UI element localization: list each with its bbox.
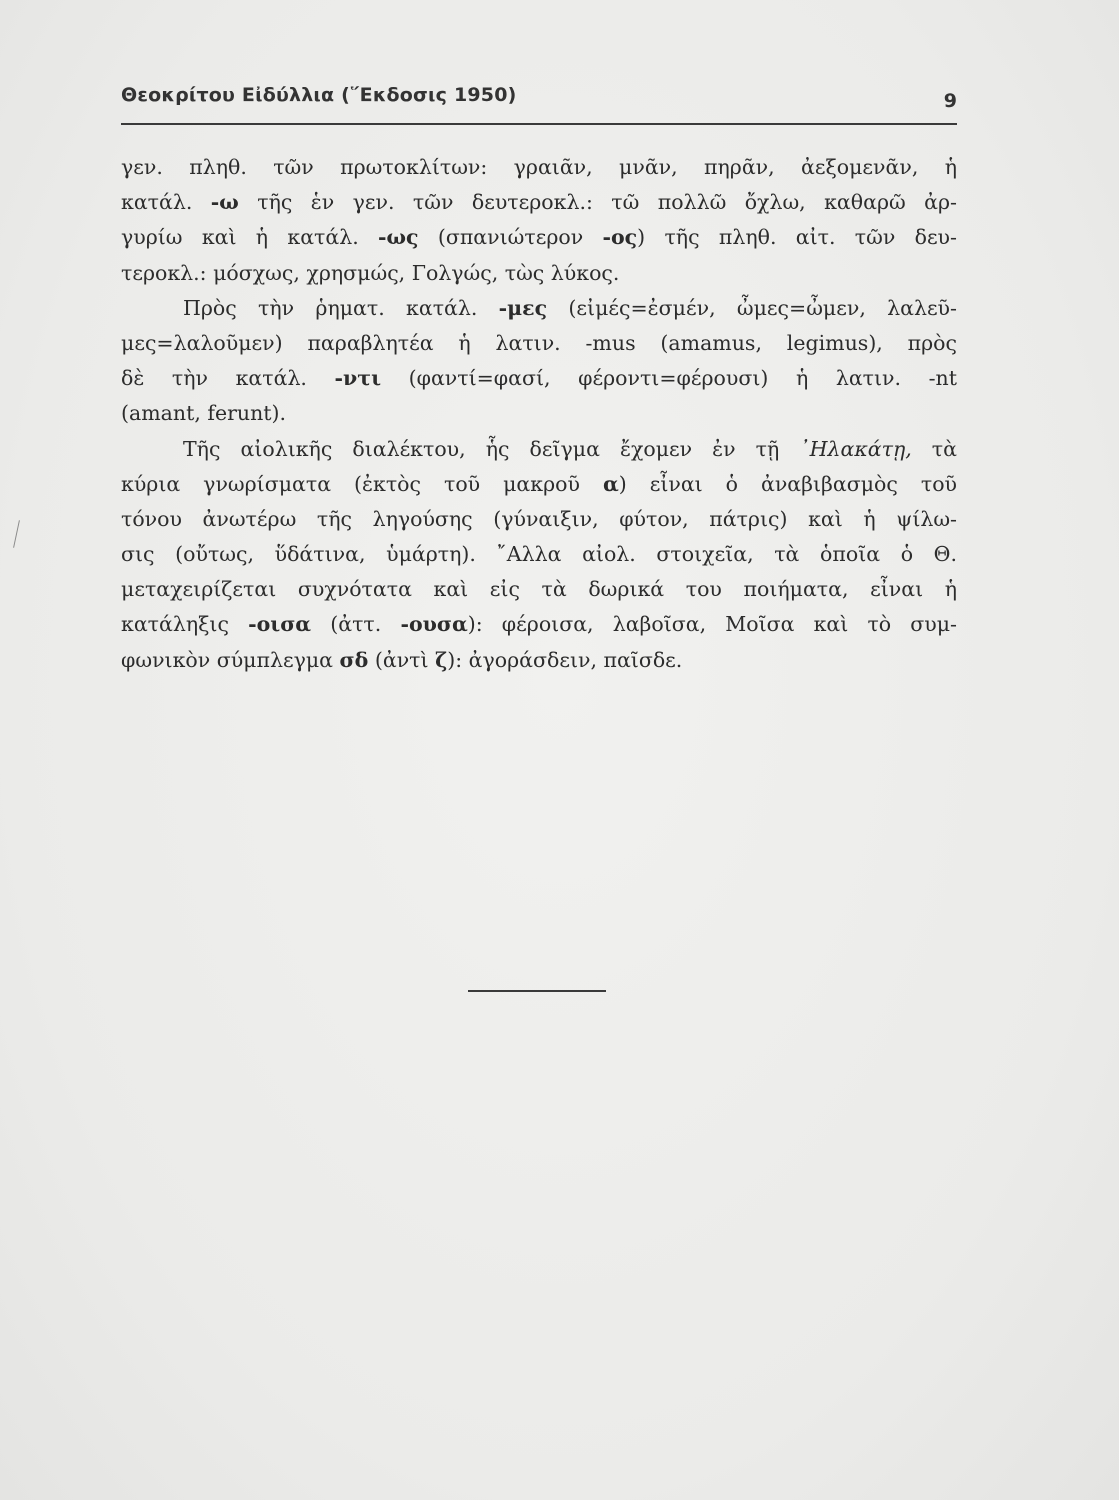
text-line: τεροκλ.: μόσχως, χρησμώς, Γολγώς, τὼς λύκος. bbox=[121, 260, 620, 285]
text-line: Πρὸς τὴν ῥηματ. κατάλ. -μες (εἰμές=ἐσμέν, ὦμες=ὦμεν, λαλεῦ- bbox=[183, 295, 957, 320]
text-line: κατάληξις -οισα (ἀττ. -ουσα): φέροισα, λαβοῖσα, Μοῖσα καὶ τὸ συμ- bbox=[121, 612, 957, 637]
running-title: Θεοκρίτου Εἰδύλλια (῞Εκδοσις 1950) bbox=[121, 84, 517, 106]
text-line: δὲ τὴν κατάλ. -ντι (φαντί=φασί, φέροντι=φέρουσι) ἡ λατιν. -nt bbox=[121, 366, 957, 391]
text-line: γυρίω καὶ ἡ κατάλ. -ως (σπανιώτερον -ος) τῆς πληθ. αἰτ. τῶν δευ- bbox=[121, 225, 957, 250]
section-end-rule bbox=[468, 990, 606, 992]
text-line: γεν. πληθ. τῶν πρωτοκλίτων: γραιᾶν, μνᾶν, πηρᾶν, ἀεξομενᾶν, ἡ bbox=[121, 155, 957, 179]
text-line: μεταχειρίζεται συχνότατα καὶ εἰς τὰ δωρικά του ποιήματα, εἶναι ἡ bbox=[121, 577, 957, 602]
text-line: φωνικὸν σύμπλεγμα σδ (ἀντὶ ζ): ἀγοράσδειν, παῖσδε. bbox=[121, 647, 683, 672]
text-line: Τῆς αἰολικῆς διαλέκτου, ἧς δεῖγμα ἔχομεν ἐν τῇ ᾿Ηλακάτῃ, τὰ bbox=[183, 436, 957, 461]
margin-mark bbox=[13, 520, 20, 548]
page-header bbox=[121, 80, 957, 120]
text-line: (amant, ferunt). bbox=[121, 401, 287, 426]
header-rule bbox=[121, 123, 957, 125]
page-number: 9 bbox=[943, 90, 957, 112]
text-line: μες=λαλοῦμεν) παραβλητέα ἡ λατιν. -mus (amamus, legimus), πρὸς bbox=[121, 330, 957, 355]
text-line: κατάλ. -ω τῆς ἑν γεν. τῶν δευτεροκλ.: τῶ πολλῶ ὄχλω, καθαρῶ ἀρ- bbox=[121, 190, 957, 215]
body-text bbox=[121, 150, 957, 678]
text-line: κύρια γνωρίσματα (ἐκτὸς τοῦ μακροῦ α) εἶναι ὁ ἀναβιβασμὸς τοῦ bbox=[121, 471, 957, 496]
text-line: τόνου ἀνωτέρω τῆς ληγούσης (γύναιξιν, φύτον, πάτρις) καὶ ἡ ψίλω- bbox=[121, 506, 957, 531]
text-line: σις (οὔτως, ὕδάτινα, ὑμάρτη). ῎Αλλα αἰολ. στοιχεῖα, τὰ ὁποῖα ὁ Θ. bbox=[121, 542, 957, 567]
